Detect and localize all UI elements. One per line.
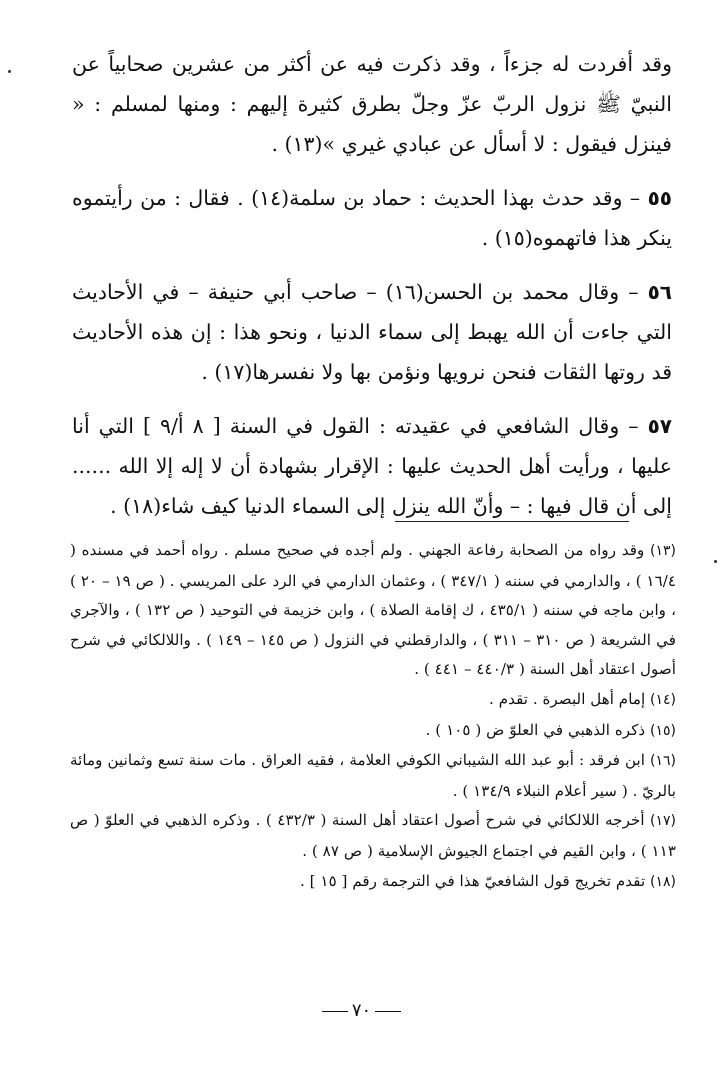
paragraph-57 [72,406,672,526]
page-number-text: ٧٠ [351,1000,372,1021]
paragraph-intro [72,44,672,164]
paragraph-55 [72,178,672,258]
footnote-text: أخرجه اللالكائي في شرح أصول اعتقاد أهل السنة ( ٤٣٢/٣ ) . وذكره الذهبي في العلوّ ( ص ١١٣ ) ، وابن القيم في اجتماع الجيوش الإسلامية ( ص ٨٧ ) . [70,811,676,860]
footnote-13 [70,536,676,685]
footnote-text: تقدم تخريج قول الشافعيّ هذا في الترجمة رقم [ ١٥ ] . [299,871,651,890]
page-number-dash-left [322,1011,348,1012]
footnote-text: ابن فرقد : أبو عبد الله الشيباني الكوفي العلامة ، فقيه العراق . مات سنة تسع وثمانين ومائة بالريّ . ( سير أعلام النبلاء ١٣٤/٩ ) . [70,751,676,800]
footnote-text: وقد رواه من الصحابة رفاعة الجهني . ولم أجده في صحيح مسلم . رواه أحمد في مسنده ( ١٦/٤ ) ، والدارمي في سننه ( ٣٤٧/١ ) ، وعثمان الدارمي في الرد على المريسي . ( ص ١٩ – ٢٠ ) ، وابن ماجه في سننه ( ٤٣٥/١ ، ك إقامة الصلاة ) ، وابن خزيمة في التوحيد ( ص ١٣٢ ) ، والآجري في الشريعة ( ص ٣١٠ – ٣١١ ) ، والدارقطني في النزول ( ص ١٤٥ – ١٤٩ ) . واللالكائي في شرح أصول اعتقاد أهل السنة ( ٤٤٠/٣ – ٤٤١ ) . [70,541,677,679]
paragraph-text: – وقد حدث بهذا الحديث : حماد بن سلمة(١٤) . فقال : من رأيتموه ينكر هذا فاتهموه(١٥) . [72,186,672,250]
footnote-text: إمام أهل البصرة . تقدم . [489,689,651,708]
footnotes [70,536,676,897]
paragraph-text: وقد أفردت له جزءاً ، وقد ذكرت فيه عن أكثر من عشرين صحابياً عن النبيّ ﷺ نزول الربّ عزّ وجلّ بطرق كثيرة إليهم : ومنها لمسلم : « فينزل فيقول : لا أسأل عن عبادي غيري »(١٣) . [72,52,672,156]
paragraph-number: ٥٥ [647,186,672,210]
footnote-14 [70,685,676,716]
paragraph-number: ٥٦ [647,280,672,304]
paragraph-56 [72,272,672,392]
footnote-number: (١٦) [650,753,676,770]
footnote-number: (١٣) [650,543,676,559]
scan-speck [714,560,717,563]
footnote-text: ذكره الذهبي في العلوّ ض ( ١٠٥ ) . [425,720,651,739]
footnote-number: (١٤) [650,691,676,708]
footnote-divider [395,521,629,522]
footnote-16 [70,746,676,806]
footnote-number: (١٧) [650,813,676,830]
paragraph-number: ٥٧ [647,414,672,438]
scan-speck [8,70,11,73]
paragraph-text: – وقال الشافعي في عقيدته : القول في السنة [ ٨ أ/٩ ] التي أنا عليها ، ورأيت أهل الحديث عليها : الإقرار بشهادة أن لا إله إلا الله ...... إلى أن قال فيها : – وأنّ الله ينزل إلى السماء الدنيا كيف شاء(١٨) . [72,414,672,518]
footnote-18 [70,867,676,898]
footnote-number: (١٥) [650,722,676,739]
footnote-15 [70,716,676,747]
paragraph-text: – وقال محمد بن الحسن(١٦) – صاحب أبي حنيفة – في الأحاديث التي جاءت أن الله يهبط إلى سماء الدنيا ، ونحو هذا : إن هذه الأحاديث قد روتها الثقات فنحن نرويها ونؤمن بها ولا نفسرها(١٧) . [72,280,672,384]
main-text [72,44,672,540]
page-number [0,1000,723,1021]
footnote-17 [70,806,676,866]
footnote-number: (١٨) [650,873,676,890]
page-number-dash-right [375,1011,401,1012]
